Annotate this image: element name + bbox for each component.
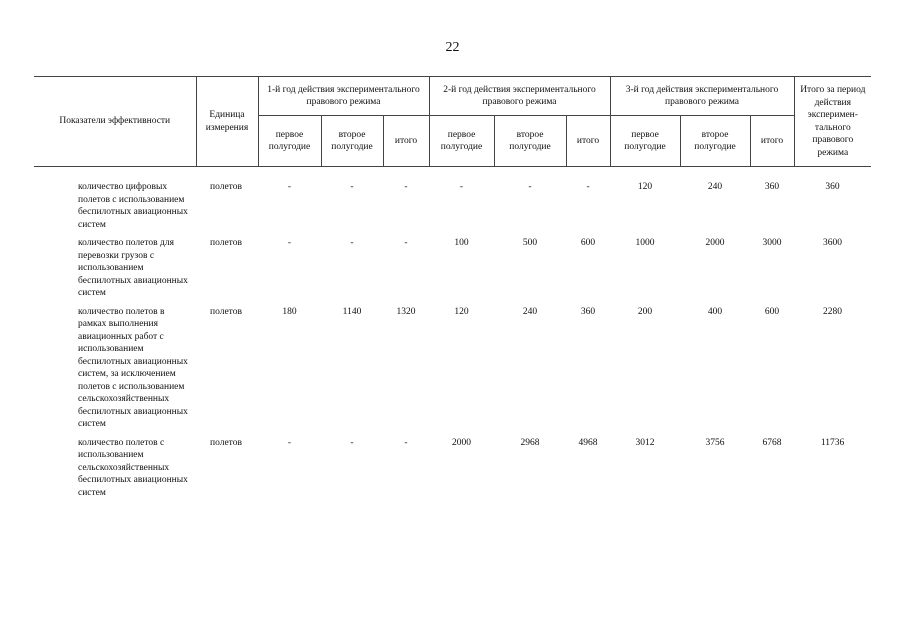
header-total: Итого за период действия эксперимен-тального правового режима [794, 77, 871, 167]
header-y1-first-half: первое полугодие [258, 116, 321, 167]
header-y2-second-half: второе полугодие [494, 116, 566, 167]
page-number: 22 [445, 40, 460, 55]
unit-cell: полетов [210, 437, 242, 448]
unit-cell: полетов [210, 182, 242, 192]
value-cell: 120 [637, 182, 653, 192]
performance-indicators-table [34, 76, 871, 505]
value-cell: 2000 [705, 238, 725, 248]
value-cell: 11736 [820, 437, 845, 448]
value-cell: - [287, 437, 292, 448]
value-cell: 360 [764, 182, 780, 192]
value-cell: 2000 [452, 437, 472, 448]
table-row [34, 181, 871, 237]
value-cell: - [350, 238, 354, 248]
table-row [34, 237, 871, 306]
value-cell: - [287, 182, 292, 192]
value-cell: - [404, 238, 408, 248]
value-cell: - [528, 182, 532, 192]
value-cell: - [404, 437, 408, 448]
table-row [34, 306, 871, 437]
value-cell: 500 [522, 238, 538, 248]
header-year-3: 3-й год действия экспериментального правового режима [610, 77, 794, 116]
header-year-1: 1-й год действия экспериментального правового режима [258, 77, 429, 116]
value-cell: - [350, 182, 354, 192]
value-cell: 3756 [705, 437, 725, 448]
value-cell: 2968 [520, 437, 540, 448]
indicator-name: количество цифровых полетов с использованием беспилотных авиационных систем [78, 182, 188, 230]
value-cell: 100 [454, 238, 469, 248]
value-cell: - [350, 437, 354, 448]
value-cell: - [287, 238, 292, 248]
value-cell: 360 [825, 182, 840, 192]
value-cell: 360 [580, 306, 596, 317]
value-cell: 1140 [342, 306, 362, 317]
indicator-name: количество полетов для перевозки грузов с использованием беспилотных авиационных систем [78, 238, 188, 298]
value-cell: 240 [522, 306, 538, 317]
value-cell: 600 [580, 238, 596, 248]
unit-cell: полетов [210, 238, 242, 248]
value-cell: 240 [707, 182, 723, 192]
header-y3-subtotal: итого [750, 116, 794, 167]
value-cell: 600 [764, 306, 780, 317]
value-cell: 4968 [578, 437, 598, 448]
table-row [34, 437, 871, 506]
header-indicators: Показатели эффективности [34, 77, 196, 167]
value-cell: 3012 [635, 437, 655, 448]
value-cell: 6768 [762, 437, 782, 448]
value-cell: 120 [454, 306, 469, 317]
value-cell: 1000 [635, 238, 655, 248]
value-cell: 200 [637, 306, 653, 317]
value-cell: 1320 [396, 306, 416, 317]
header-y3-second-half: второе полугодие [680, 116, 750, 167]
indicator-name: количество полетов в рамках выполнения авиационных работ с использованием беспилотных авиационных систем, за исключением полетов с использованием сельскохозяйственных беспилотных авиационных систем [78, 306, 188, 429]
header-y2-subtotal: итого [566, 116, 610, 167]
header-unit: Единица измерения [196, 77, 258, 167]
indicator-name: количество полетов с использованием сельскохозяйственных беспилотных авиационных систем [78, 437, 188, 498]
value-cell: 180 [282, 306, 297, 317]
value-cell: - [404, 182, 408, 192]
header-y1-second-half: второе полугодие [321, 116, 383, 167]
value-cell: 2280 [823, 306, 843, 317]
unit-cell: полетов [210, 306, 242, 317]
value-cell: - [459, 182, 464, 192]
header-y3-first-half: первое полугодие [610, 116, 680, 167]
value-cell: 3000 [762, 238, 782, 248]
value-cell: 3600 [823, 238, 843, 248]
header-y1-subtotal: итого [383, 116, 429, 167]
value-cell: - [586, 182, 590, 192]
value-cell: 400 [707, 306, 723, 317]
header-y2-first-half: первое полугодие [429, 116, 494, 167]
header-year-2: 2-й год действия экспериментального правового режима [429, 77, 610, 116]
